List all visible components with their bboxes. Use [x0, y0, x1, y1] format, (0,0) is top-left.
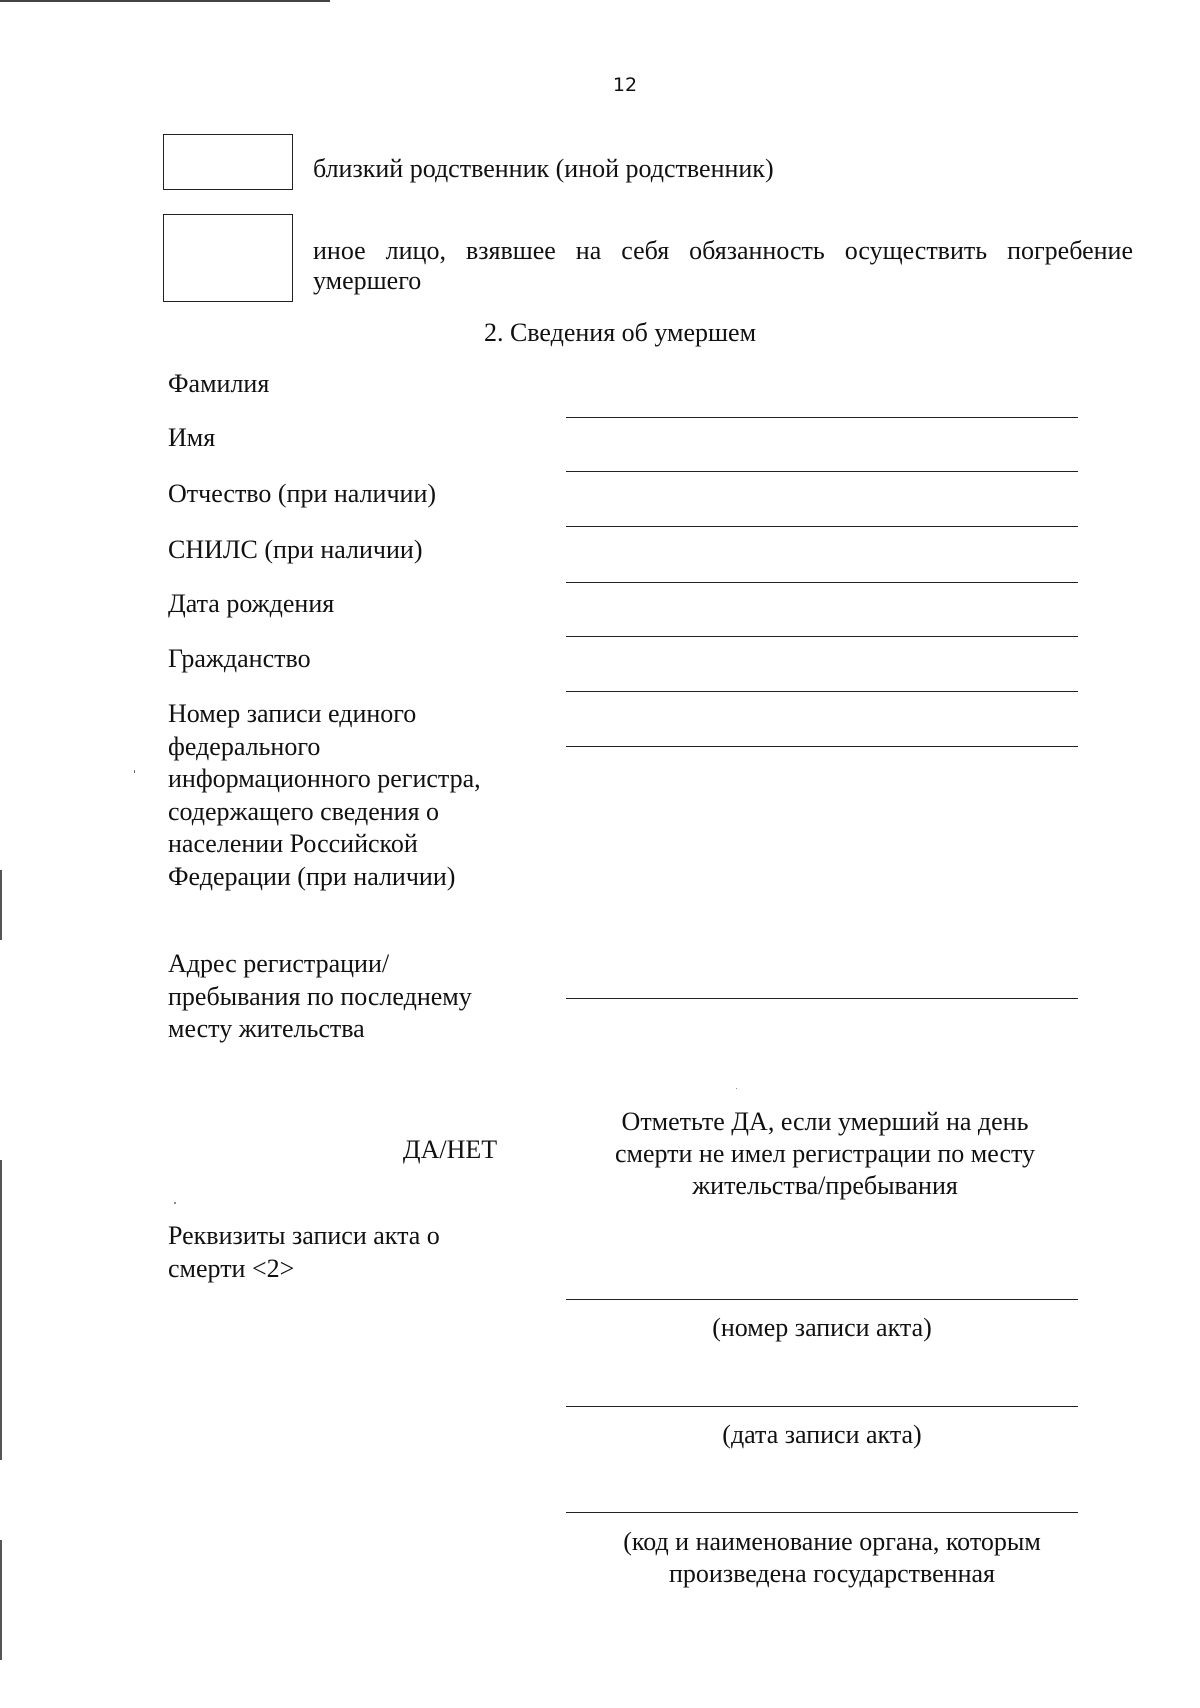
snils-input-line[interactable] — [566, 582, 1078, 583]
scan-speck — [174, 1202, 176, 1204]
citizenship-label: Гражданство — [168, 644, 311, 673]
close-relative-option-label: близкий родственник (иной родственник) — [313, 154, 774, 183]
scan-speck — [134, 770, 135, 773]
other-person-option-label: иное лицо, взявшее на себя обязанность осуществить погребение умершего — [313, 236, 1133, 295]
surname-label: Фамилия — [168, 369, 270, 398]
first-name-label: Имя — [168, 423, 216, 452]
scan-edge-left — [0, 1160, 2, 1460]
record-number-input-line[interactable] — [566, 1299, 1078, 1300]
surname-input-line[interactable] — [566, 417, 1078, 418]
register-record-input-line[interactable] — [566, 746, 1078, 747]
other-person-checkbox[interactable] — [163, 214, 293, 302]
record-date-caption: (дата записи акта) — [722, 1420, 922, 1449]
close-relative-checkbox[interactable] — [163, 134, 293, 190]
authority-caption: (код и наименование органа, которым произведена государственная — [623, 1527, 1041, 1588]
authority-input-line[interactable] — [566, 1512, 1078, 1513]
patronymic-input-line[interactable] — [566, 526, 1078, 527]
birth-date-input-line[interactable] — [566, 636, 1078, 637]
scan-speck — [736, 1088, 737, 1089]
section-title: 2. Сведения об умершем — [483, 318, 757, 347]
address-input-line[interactable] — [566, 998, 1078, 999]
first-name-input-line[interactable] — [566, 471, 1078, 472]
snils-label: СНИЛС (при наличии) — [168, 535, 423, 564]
citizenship-input-line[interactable] — [566, 691, 1078, 692]
scan-edge-left — [0, 1540, 2, 1660]
no-registration-hint: Отметьте ДА, если умерший на день смерти не имел регистрации по месту жительства/пребывания — [614, 1107, 1036, 1200]
scan-edge-left — [0, 870, 2, 940]
register-record-label: Номер записи единого федерального информационного регистра, содержащего сведения о населении Российской Федерации (при наличии) — [168, 699, 481, 891]
record-date-input-line[interactable] — [566, 1406, 1078, 1407]
scan-edge-top — [0, 0, 330, 2]
page-number: 12 — [612, 74, 638, 96]
yes-no-field[interactable]: ДА/НЕТ — [402, 1135, 498, 1164]
patronymic-label: Отчество (при наличии) — [168, 479, 437, 508]
record-number-caption: (номер записи акта) — [712, 1313, 932, 1342]
death-record-label: Реквизиты записи акта о смерти <2> — [168, 1221, 440, 1283]
address-label: Адрес регистрации/пребывания по последнему месту жительства — [168, 949, 472, 1043]
birth-date-label: Дата рождения — [168, 589, 335, 618]
